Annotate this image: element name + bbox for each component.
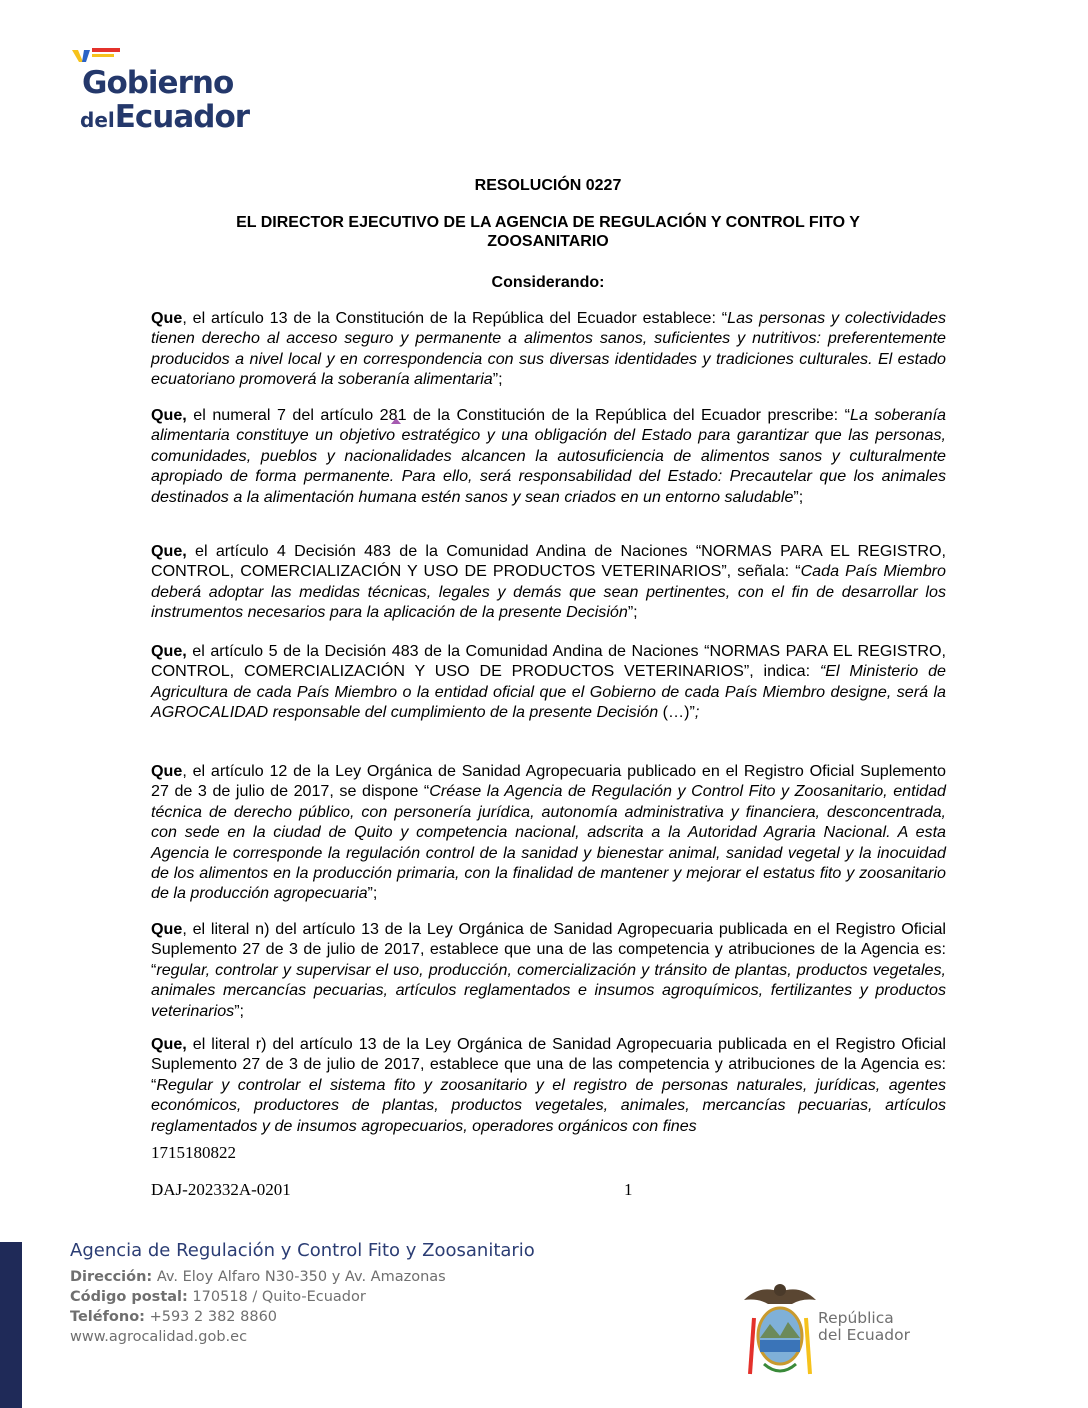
para-text: el literal r) del artículo 13 de la Ley Orgánica de Sanidad Agropecuaria publicada en el Registro Oficial Suplemento 27 de 3 de julio de 2017, establece que una de las competencia y atribuciones de la Agencia es: “ bbox=[151, 1035, 946, 1094]
paragraph-7 bbox=[151, 1034, 946, 1136]
para-quote: Créase la Agencia de Regulación y Control Fito y Zoosanitario, entidad técnica de derecho público, con personería jurídica, autonomía administrativa y financiera, desconcentrada, con sede en la ciudad de Quito y competencia nacional, adscrita a la Autoridad Agraria Nacional. A esta Agencia le corresponde la regulación control de la sanidad y bienestar animal, sanidad vegetal y la inocuidad de los alimentos en la producción primaria, con la finalidad de mantener y mejorar el estatus fito y zoosanitario de la producción agropecuaria bbox=[151, 782, 946, 903]
page-number: 1 bbox=[624, 1180, 633, 1199]
footer-phone bbox=[70, 1309, 277, 1325]
paragraph-3 bbox=[151, 541, 946, 623]
logo-line-gobierno: Gobierno bbox=[82, 65, 234, 101]
footer-agency-name: Agencia de Regulación y Control Fito y Zoosanitario bbox=[70, 1240, 535, 1261]
para-quote: La soberanía alimentaria constituye un objetivo estratégico y una obligación del Estado para garantizar que las personas, comunidades, pueblos y nacionalidades alcancen la autosuficiencia de alimentos sanos y culturalmente apropiado de forma permanente. Para ello, será responsabilidad del Estado: Precautelar que los animales destinados a la alimentación humana estén sanos y sean criados en un entorno saludable bbox=[151, 406, 946, 506]
republica-del-ecuador-text bbox=[818, 1310, 910, 1344]
considerando-heading: Considerando: bbox=[491, 274, 605, 291]
para-lead: Que bbox=[151, 762, 183, 780]
postal-label: Código postal: bbox=[70, 1289, 188, 1305]
footer-postal bbox=[70, 1289, 366, 1305]
para-close: ”; bbox=[367, 884, 378, 903]
document-code-id: 1715180822 bbox=[151, 1143, 236, 1162]
para-text: el numeral 7 del artículo 281 de la Constitución de la República del Ecuador prescribe: “ bbox=[186, 406, 850, 424]
para-close: ”; bbox=[627, 603, 638, 622]
para-quote: Cada País Miembro deberá adoptar las medidas técnicas, legales y demás que sean pertinentes, con el fin de desarrollar los instrumentos necesarios para la aplicación de la presente Decisión bbox=[151, 562, 946, 622]
subtitle-line-1: EL DIRECTOR EJECUTIVO DE LA AGENCIA DE REGULACIÓN Y CONTROL FITO Y bbox=[236, 214, 860, 231]
logo-word-ecuador: Ecuador bbox=[114, 99, 250, 135]
para-text: el artículo 4 Decisión 483 de la Comunidad Andina de Naciones “NORMAS PARA EL REGISTRO, CONTROL, COMERCIALIZACIÓN Y USO DE PRODUCTOS VETERINARIOS”, señala: “ bbox=[151, 542, 946, 581]
para-lead: Que, bbox=[151, 406, 187, 424]
para-text: , el artículo 12 de la Ley Orgánica de Sanidad Agropecuaria publicado en el Registro Oficial Suplemento 27 de 3 de julio de 2017, se dispone “ bbox=[151, 762, 946, 801]
logo-word-del: del bbox=[80, 108, 115, 132]
gobierno-ecuador-logo bbox=[70, 44, 270, 144]
paragraph-1 bbox=[151, 308, 946, 390]
logo-line-del-ecuador bbox=[80, 100, 249, 139]
republic-line-2: del Ecuador bbox=[818, 1326, 910, 1344]
para-lead: Que, bbox=[151, 542, 187, 560]
para-quote: Las personas y colectividades tienen derecho al acceso seguro y permanente a alimentos sanos, suficientes y nutritivos: preferentemente producidos a nivel local y en correspondencia con sus diversas identidades y tradiciones culturales. El estado ecuatoriano promoverá la soberanía alimentaria bbox=[151, 309, 946, 389]
para-close-italic: ; bbox=[694, 703, 700, 722]
para-lead: Que bbox=[151, 309, 183, 327]
address-value: Av. Eloy Alfaro N30-350 y Av. Amazonas bbox=[152, 1269, 446, 1285]
subtitle-line-2: ZOOSANITARIO bbox=[487, 233, 609, 250]
paragraph-2 bbox=[151, 405, 946, 507]
postal-value: 170518 / Quito-Ecuador bbox=[187, 1289, 366, 1305]
resolution-subtitle bbox=[150, 213, 946, 251]
para-text: el artículo 5 de la Decisión 483 de la Comunidad Andina de Naciones “NORMAS PARA EL REGISTRO, CONTROL, COMERCIALIZACIÓN Y USO DE PRODUCTOS VETERINARIOS”, indica: bbox=[151, 642, 946, 681]
phone-value: +593 2 382 8860 bbox=[144, 1309, 278, 1325]
republic-line-1: República bbox=[818, 1309, 894, 1327]
para-text: , el artículo 13 de la Constitución de la República del Ecuador establece: “ bbox=[182, 309, 728, 327]
footer-address bbox=[70, 1269, 446, 1285]
footer-side-bar bbox=[0, 1242, 22, 1408]
para-close: (…)” bbox=[658, 703, 695, 722]
para-lead: Que bbox=[151, 920, 183, 938]
resolution-title: RESOLUCIÓN 0227 bbox=[474, 177, 622, 194]
comment-marker-icon bbox=[391, 418, 401, 424]
para-quote: Regular y controlar el sistema fito y zoosanitario y el registro de personas naturales, jurídicas, agentes económicos, productores de plantas, productos vegetales, animales, mercancías pecuarias, artículos reglamentados y de insumos agropecuarios, operadores orgánicos con fines bbox=[151, 1075, 946, 1135]
paragraph-5 bbox=[151, 761, 946, 904]
document-code-daj: DAJ-202332A-0201 bbox=[151, 1180, 291, 1199]
paragraph-4 bbox=[151, 641, 946, 723]
para-lead: Que, bbox=[151, 642, 187, 660]
para-quote: regular, controlar y supervisar el uso, producción, comercialización y tránsito de plantas, productos vegetales, animales mercancías pecuarias, artículos reglamentados e insumos agroquímicos, fertilizantes y productos veterinarios bbox=[151, 960, 946, 1020]
para-close: ”; bbox=[234, 1001, 245, 1020]
para-lead: Que, bbox=[151, 1035, 187, 1053]
para-close: ”; bbox=[793, 487, 804, 506]
address-label: Dirección: bbox=[70, 1269, 153, 1285]
paragraph-6 bbox=[151, 919, 946, 1021]
para-close: ”; bbox=[492, 370, 503, 389]
phone-label: Teléfono: bbox=[70, 1309, 145, 1325]
footer-website: www.agrocalidad.gob.ec bbox=[70, 1329, 248, 1345]
para-quote: “El Ministerio de Agricultura de cada País Miembro o la entidad oficial que el Gobierno de cada País Miembro designe, será la AGROCALIDAD responsable del cumplimiento de la presente Decisión bbox=[151, 662, 946, 722]
coat-of-arms-icon bbox=[740, 1278, 820, 1384]
para-text: , el literal n) del artículo 13 de la Ley Orgánica de Sanidad Agropecuaria publicada en el Registro Oficial Suplemento 27 de 3 de julio de 2017, establece que una de las competencia y atribuciones de la Agencia es: “ bbox=[151, 920, 946, 979]
